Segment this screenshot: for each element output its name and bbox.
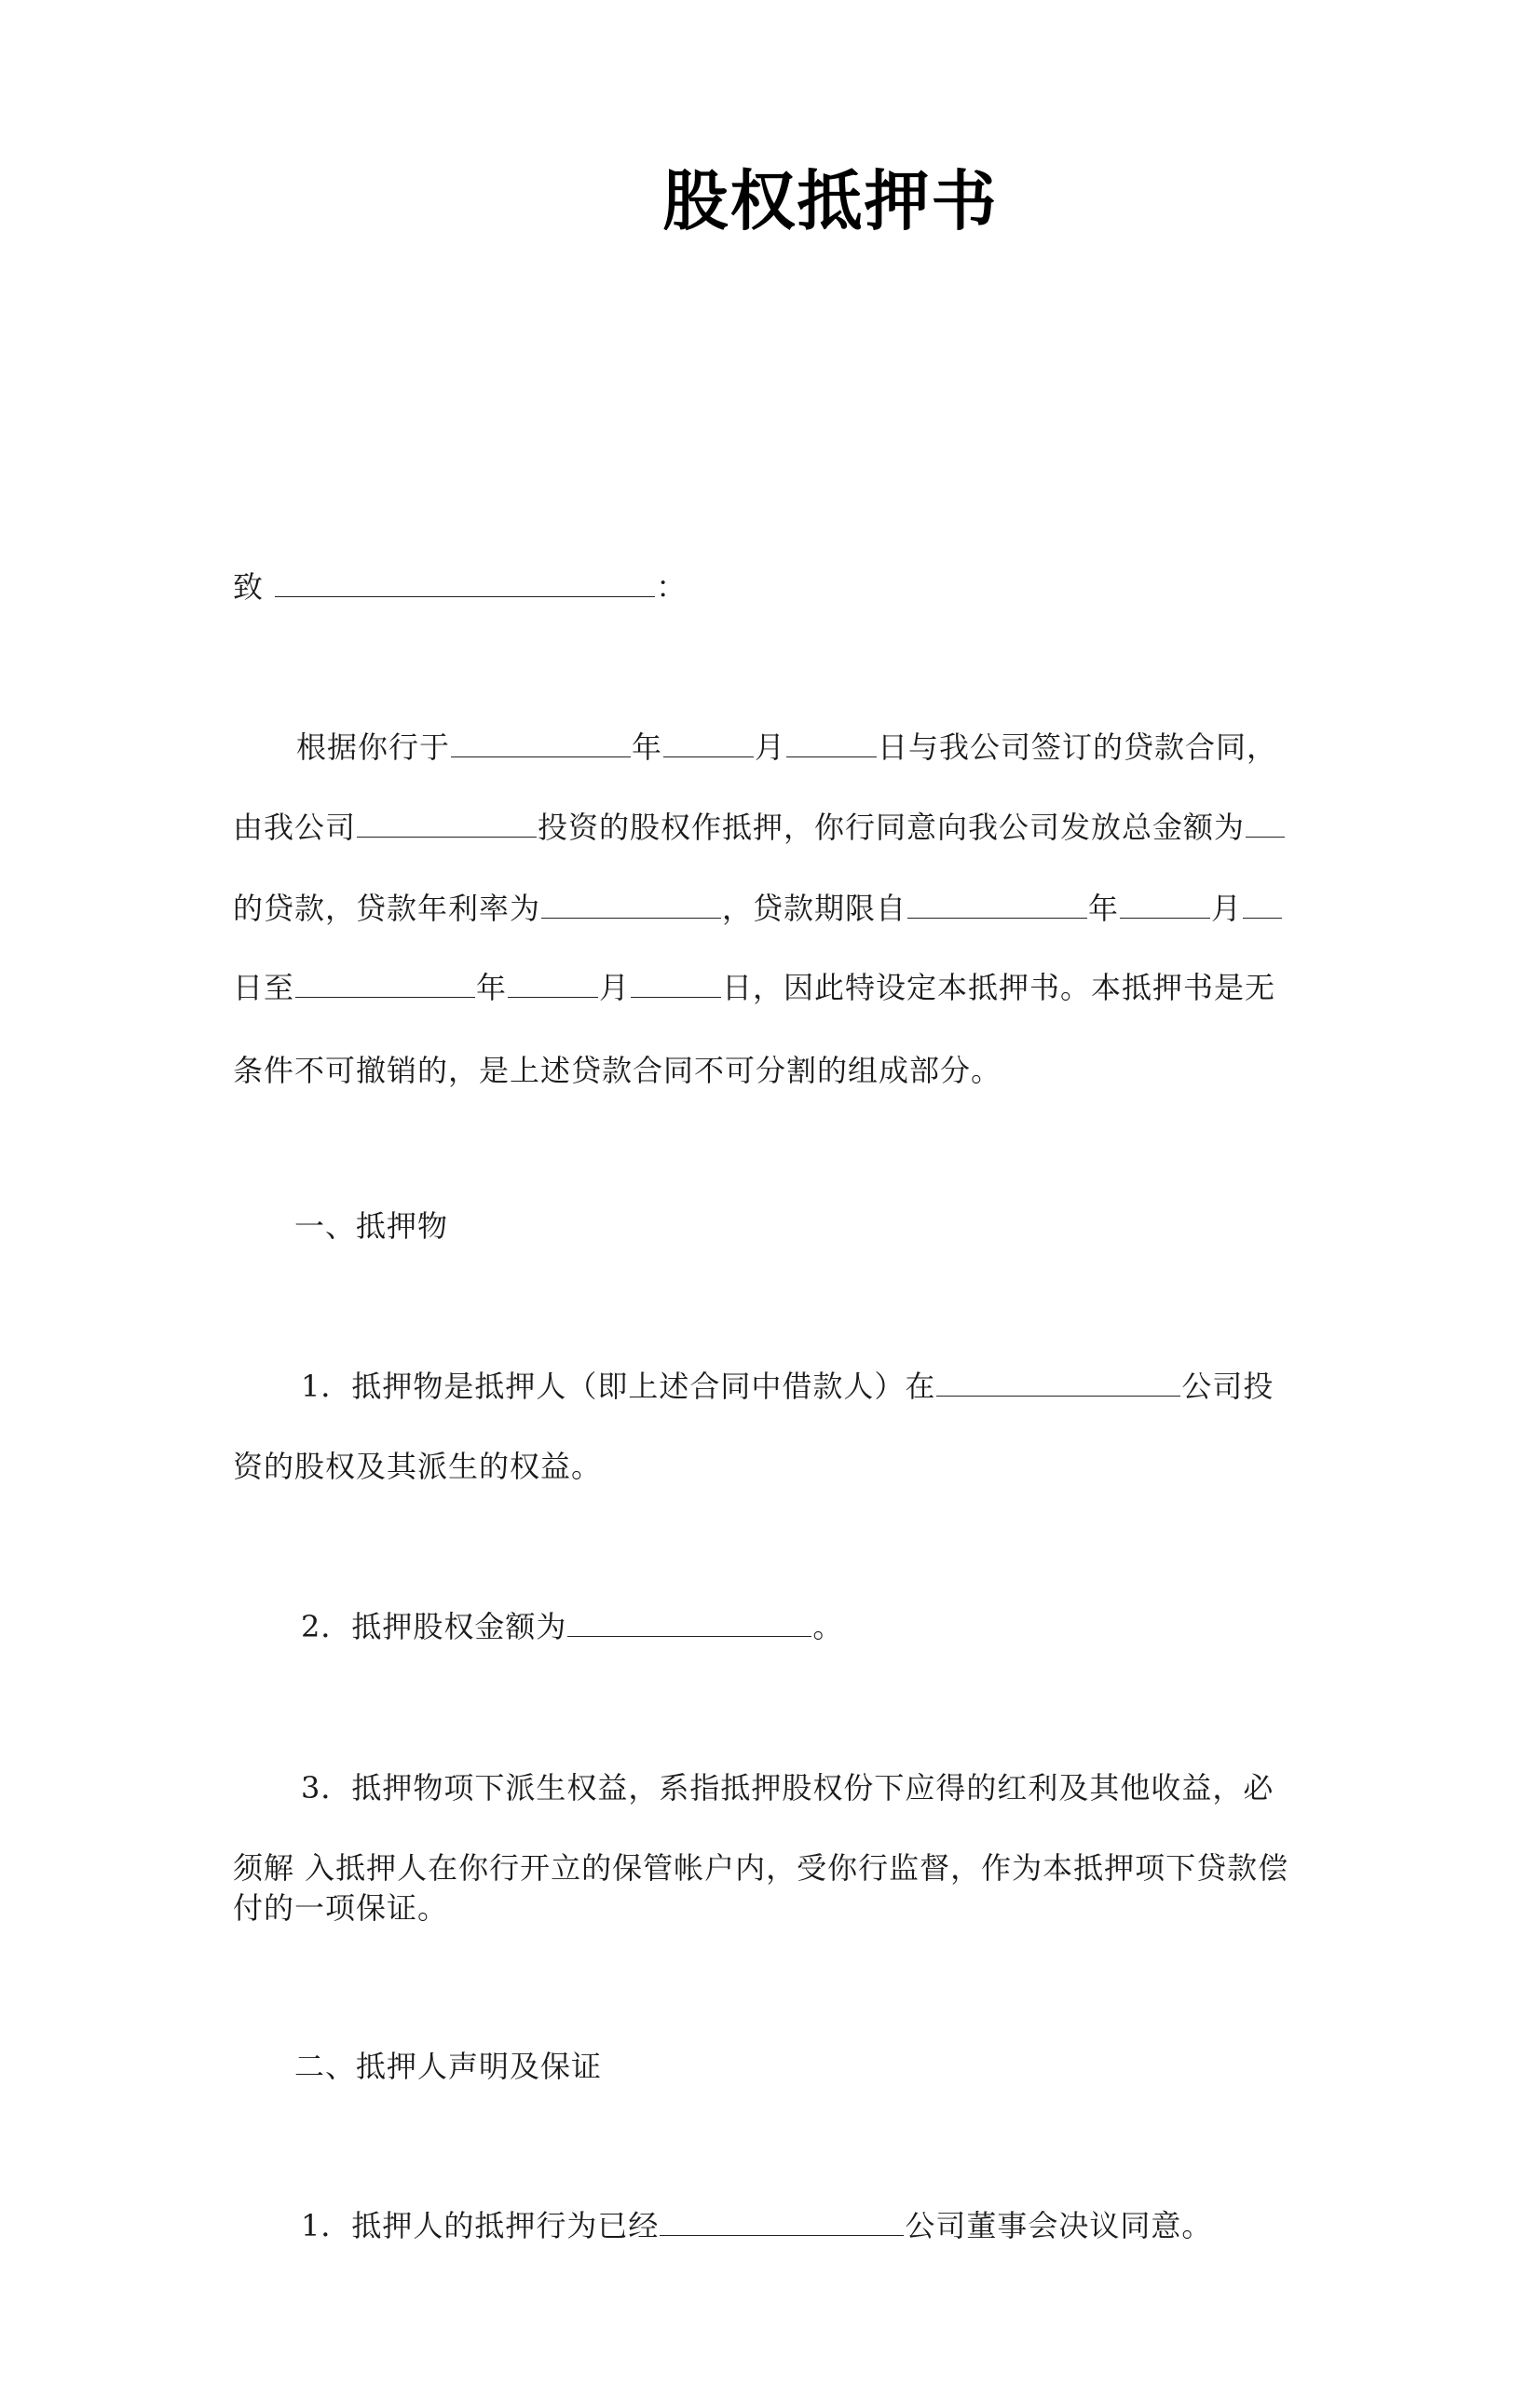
clause-text: 1．抵押人的抵押行为已经 [301, 2208, 660, 2243]
clause-text: 公司董事会决议同意。 [905, 2208, 1213, 2243]
term-end-day-blank[interactable] [631, 969, 721, 998]
addressee-blank[interactable] [275, 568, 655, 597]
term-start-year-blank[interactable] [907, 890, 1087, 919]
pledged-company-blank[interactable] [936, 1368, 1180, 1397]
section-heading: 二、抵押人声明及保证 [294, 2049, 603, 2084]
intro-line [233, 807, 1286, 848]
intro-text: 年 [1088, 891, 1120, 926]
clause-line [301, 1366, 1274, 1407]
intro-text: 月 [599, 970, 631, 1005]
document-title: 股权抵押书 [662, 163, 999, 239]
intro-text: 日至 [233, 970, 295, 1005]
clause-line: 3．抵押物项下派生权益，系指抵押股权份下应得的红利及其他收益，必 [301, 1770, 1274, 1806]
intro-text: 月 [755, 729, 786, 765]
term-start-day-blank[interactable] [1243, 890, 1282, 919]
clause-line: 资的股权及其派生的权益。 [233, 1449, 603, 1484]
intro-line [233, 888, 1283, 929]
intro-text: 日，因此特设定本抵押书。本抵押书是无 [722, 970, 1276, 1005]
intro-text: 根据你行于 [296, 729, 451, 765]
intro-line: 条件不可撤销的，是上述贷款合同不可分割的组成部分。 [233, 1053, 1002, 1088]
intro-text: 年 [632, 729, 663, 765]
intro-text: 的贷款，贷款年利率为 [233, 891, 541, 926]
clause-line: 付的一项保证。 [233, 1890, 449, 1926]
salutation-line [233, 566, 687, 607]
salutation-prefix: 致 [233, 569, 275, 605]
clause-text: 1．抵押物是抵押人（即上述合同中借款人）在 [301, 1369, 936, 1404]
clause-line [301, 1606, 843, 1647]
intro-line [233, 967, 1275, 1008]
clause-line [301, 2205, 1212, 2246]
section-heading: 一、抵押物 [294, 1208, 449, 1244]
contract-day-blank[interactable] [786, 729, 877, 757]
contract-year-blank[interactable] [451, 729, 631, 757]
intro-text: 年 [476, 970, 508, 1005]
intro-text: 月 [1211, 891, 1243, 926]
board-company-blank[interactable] [660, 2207, 904, 2236]
clause-text: 公司投 [1181, 1369, 1274, 1404]
clause-text: 。 [812, 1609, 844, 1644]
term-start-month-blank[interactable] [1120, 890, 1210, 919]
intro-text: 日与我公司签订的贷款合同， [878, 729, 1278, 765]
intro-text: 投资的股权作抵押，你行同意向我公司发放总金额为 [538, 810, 1246, 845]
intro-line [296, 727, 1277, 768]
salutation-suffix: ： [656, 569, 688, 605]
intro-text: ，贷款期限自 [722, 891, 907, 926]
clause-text: 2．抵押股权金额为 [301, 1609, 567, 1644]
interest-rate-blank[interactable] [541, 890, 721, 919]
term-end-year-blank[interactable] [295, 969, 475, 998]
clause-line: 须解 入抵押人在你行开立的保管帐户内，受你行监督，作为本抵押项下贷款偿 [233, 1850, 1289, 1886]
investee-company-blank[interactable] [357, 809, 537, 838]
term-end-month-blank[interactable] [508, 969, 598, 998]
intro-text: 由我公司 [233, 810, 357, 845]
contract-month-blank[interactable] [663, 729, 754, 757]
loan-amount-blank[interactable] [1246, 809, 1285, 838]
pledge-amount-blank[interactable] [567, 1608, 811, 1637]
